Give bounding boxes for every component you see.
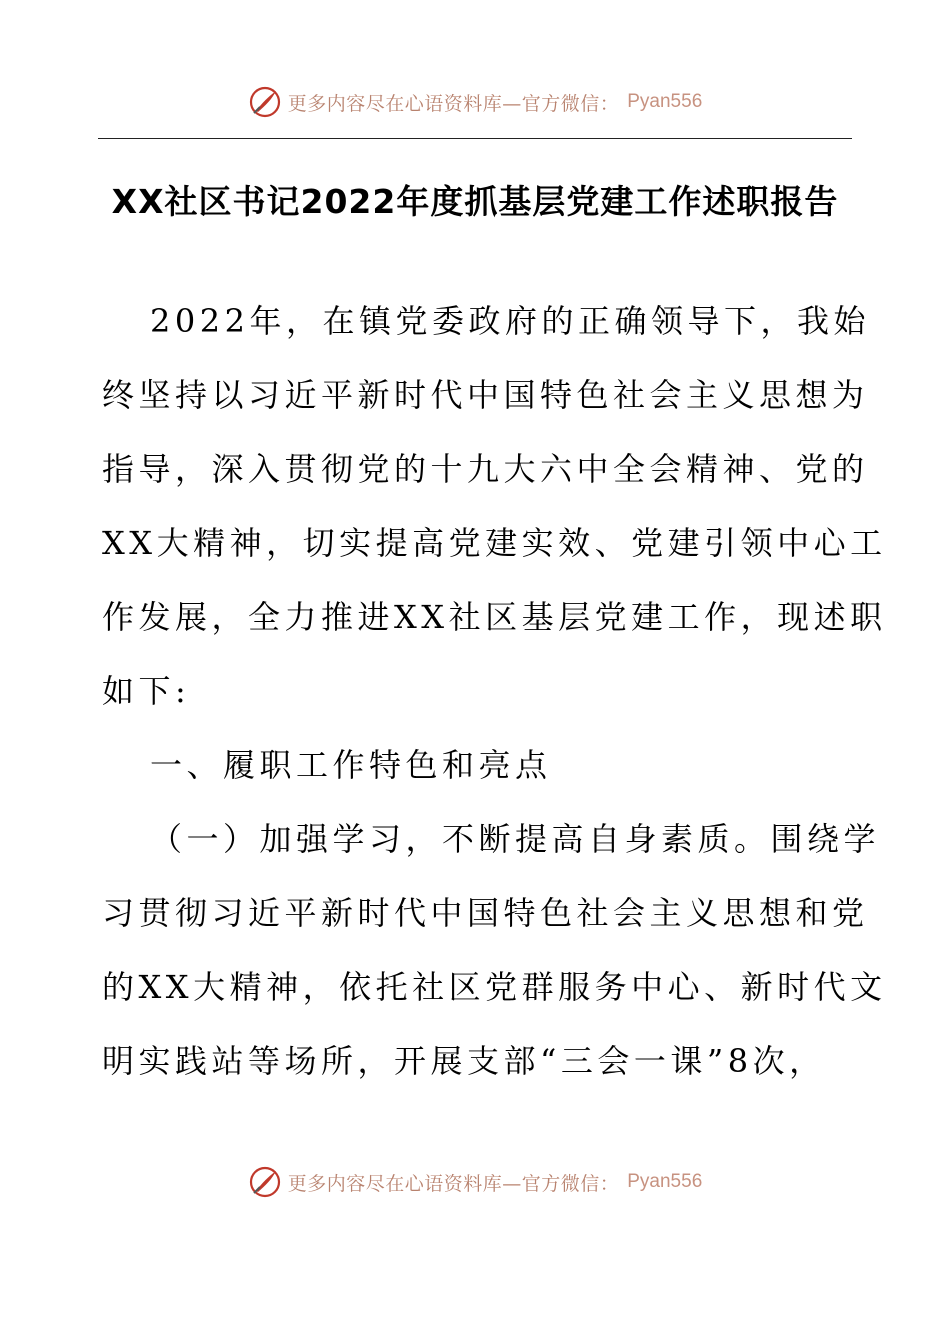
watermark-text: 更多内容尽在心语资料库—官方微信： — [287, 92, 620, 115]
quill-logo-icon — [248, 1165, 282, 1199]
body-line: XX大精神，切实提高党建实效、党建引领中心工 — [102, 524, 887, 562]
header-watermark — [0, 82, 950, 122]
body-line: 作发展，全力推进XX社区基层党建工作，现述职 — [102, 598, 887, 636]
section-heading: 一、履职工作特色和亮点 — [150, 746, 552, 784]
subsection-heading: （一）加强学习，不断提高自身素质。围绕学 — [150, 820, 881, 858]
body-line: 的XX大精神，依托社区党群服务中心、新时代文 — [102, 968, 887, 1006]
document-body — [102, 284, 887, 1098]
body-line: 指导，深入贯彻党的十九大六中全会精神、党的 — [102, 450, 869, 488]
body-line: 如下: — [102, 672, 191, 710]
body-line: 习贯彻习近平新时代中国特色社会主义思想和党 — [102, 894, 869, 932]
header-divider — [98, 138, 852, 139]
quill-logo-icon — [248, 85, 282, 119]
watermark-wechat-id: Pyan556 — [627, 1171, 703, 1192]
body-line: 终坚持以习近平新时代中国特色社会主义思想为 — [102, 376, 869, 414]
body-line: 2022年，在镇党委政府的正确领导下，我始 — [150, 302, 870, 340]
document-title: XX社区书记2022年度抓基层党建工作述职报告 — [111, 182, 839, 221]
body-line: 明实践站等场所，开展支部“三会一课”8次， — [102, 1042, 826, 1080]
watermark-text: 更多内容尽在心语资料库—官方微信： — [287, 1172, 620, 1195]
watermark-wechat-id: Pyan556 — [627, 91, 703, 112]
footer-watermark — [0, 1162, 950, 1202]
